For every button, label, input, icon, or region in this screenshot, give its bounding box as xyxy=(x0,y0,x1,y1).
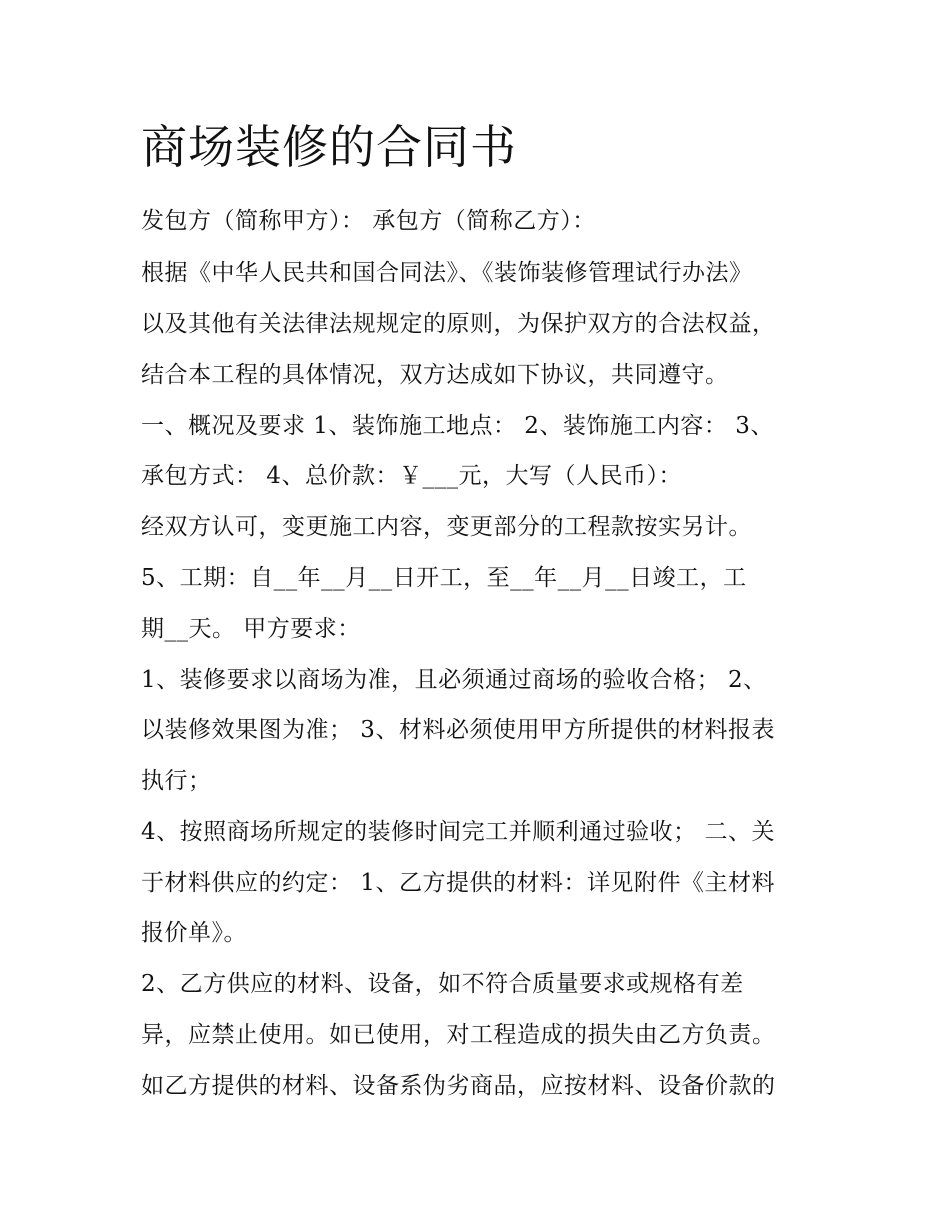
text-line: 期__天。 甲方要求： xyxy=(141,616,361,642)
text-line-section-two: 4、按照商场所规定的装修时间完工并顺利通过验收； 二、关 xyxy=(141,819,775,845)
text-line: 1、装修要求以商场为准，且必须通过商场的验收合格； 2、 xyxy=(141,667,767,693)
text-line-total-price: 承包方式： 4、总价款：￥___元，大写（人民币）： xyxy=(141,463,682,489)
text-line: 于材料供应的约定： 1、乙方提供的材料：详见附件《主材料 xyxy=(141,870,775,896)
text-line-legal-basis: 根据《中华人民共和国合同法》、《装饰装修管理试行办法》 xyxy=(141,260,753,286)
text-line-parties: 发包方（简称甲方）： 承包方（简称乙方）： xyxy=(141,208,596,234)
text-line-section-one: 一、概况及要求 1、装饰施工地点： 2、装饰施工内容： 3、 xyxy=(141,413,774,439)
text-line: 经双方认可，变更施工内容，变更部分的工程款按实另计。 xyxy=(141,514,752,540)
text-line-schedule: 5、工期：自__年__月__日开工，至__年__月__日竣工，工 xyxy=(141,565,747,591)
text-line: 结合本工程的具体情况，双方达成如下协议，共同遵守。 xyxy=(141,362,729,388)
document-title: 商场装修的合同书 xyxy=(141,120,517,174)
text-line: 执行； xyxy=(141,768,212,794)
text-line: 报价单》。 xyxy=(141,920,247,946)
text-line: 异，应禁止使用。如已使用，对工程造成的损失由乙方负责。 xyxy=(141,1022,776,1048)
text-line: 以装修效果图为准； 3、材料必须使用甲方所提供的材料报表 xyxy=(141,717,775,743)
text-line: 以及其他有关法律法规规定的原则，为保护双方的合法权益， xyxy=(141,311,776,337)
text-line: 如乙方提供的材料、设备系伪劣商品，应按材料、设备价款的 xyxy=(141,1073,776,1099)
text-line: 2、乙方供应的材料、设备，如不符合质量要求或规格有差 xyxy=(141,971,744,997)
